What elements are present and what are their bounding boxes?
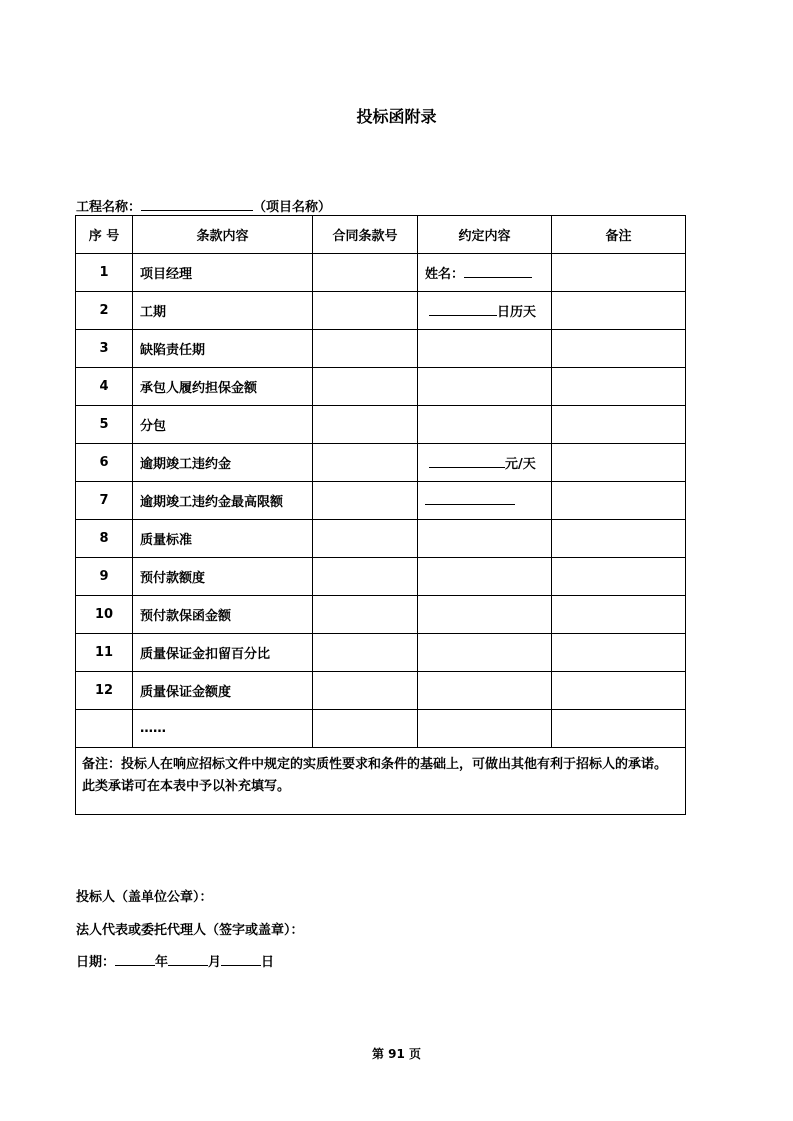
row-no: 7 (76, 482, 133, 520)
table-row (76, 406, 686, 444)
row-clause (313, 444, 418, 482)
header-no: 序 号 (76, 216, 133, 254)
table-row (76, 482, 686, 520)
table-row (76, 444, 686, 482)
row-remark (552, 710, 686, 748)
header-clause: 合同条款号 (313, 216, 418, 254)
row-agreed (418, 292, 552, 330)
row-clause (313, 368, 418, 406)
row-remark (552, 330, 686, 368)
row-agreed (418, 634, 552, 672)
row-remark (552, 596, 686, 634)
row-clause (313, 558, 418, 596)
row-agreed (418, 368, 552, 406)
bidder-seal-line: 投标人（盖单位公章）： (76, 890, 213, 905)
representative-signature-line: 法人代表或委托代理人（签字或盖章）： (76, 923, 304, 938)
row-remark (552, 520, 686, 558)
row-remark (552, 444, 686, 482)
year-label: 年 (155, 955, 169, 970)
table-row (76, 596, 686, 634)
row-no (76, 710, 133, 748)
fill-blank (425, 492, 515, 505)
table-note-row (76, 748, 686, 815)
row-agreed (418, 558, 552, 596)
table-row (76, 330, 686, 368)
agreed-suffix: 元/天 (505, 457, 536, 472)
row-no: 9 (76, 558, 133, 596)
row-content: 缺陷责任期 (133, 330, 313, 368)
row-content: 逾期竣工违约金最高限额 (133, 482, 313, 520)
document-title: 投标函附录 (356, 107, 437, 126)
row-remark (552, 482, 686, 520)
row-content: …… (133, 710, 313, 748)
table-row (76, 634, 686, 672)
row-no: 3 (76, 330, 133, 368)
row-remark (552, 254, 686, 292)
row-agreed (418, 444, 552, 482)
row-agreed (418, 254, 552, 292)
row-agreed (418, 330, 552, 368)
row-content: 质量标准 (133, 520, 313, 558)
table-note: 备注：投标人在响应招标文件中规定的实质性要求和条件的基础上，可做出其他有利于招标人的承诺。此类承诺可在本表中予以补充填写。 (76, 748, 686, 815)
row-clause (313, 254, 418, 292)
row-clause (313, 330, 418, 368)
agreed-prefix: 姓名： (425, 267, 465, 282)
date-line (76, 951, 274, 970)
row-remark (552, 406, 686, 444)
header-remark: 备注 (552, 216, 686, 254)
header-content: 条款内容 (133, 216, 313, 254)
day-label: 日 (261, 955, 275, 970)
row-content: 预付款保函金额 (133, 596, 313, 634)
row-content: 工期 (133, 292, 313, 330)
row-clause (313, 520, 418, 558)
fill-blank (429, 455, 505, 468)
table-row (76, 254, 686, 292)
row-remark (552, 368, 686, 406)
row-clause (313, 292, 418, 330)
row-no: 10 (76, 596, 133, 634)
row-content: 项目经理 (133, 254, 313, 292)
project-name-label: 工程名称： (76, 200, 142, 215)
row-no: 12 (76, 672, 133, 710)
month-blank (168, 953, 208, 966)
project-name-blank (141, 198, 253, 211)
row-clause (313, 596, 418, 634)
row-no: 5 (76, 406, 133, 444)
row-agreed (418, 406, 552, 444)
row-content: 质量保证金扣留百分比 (133, 634, 313, 672)
project-name-line (76, 196, 331, 215)
day-blank (221, 953, 261, 966)
row-no: 6 (76, 444, 133, 482)
table-row (76, 672, 686, 710)
month-label: 月 (208, 955, 222, 970)
row-clause (313, 482, 418, 520)
table-row (76, 292, 686, 330)
table-row (76, 368, 686, 406)
row-no: 1 (76, 254, 133, 292)
row-clause (313, 710, 418, 748)
table-row (76, 710, 686, 748)
row-content: 逾期竣工违约金 (133, 444, 313, 482)
row-agreed (418, 482, 552, 520)
row-content: 分包 (133, 406, 313, 444)
row-no: 4 (76, 368, 133, 406)
row-content: 预付款额度 (133, 558, 313, 596)
row-agreed (418, 596, 552, 634)
appendix-table (75, 215, 686, 815)
year-blank (115, 953, 155, 966)
row-no: 2 (76, 292, 133, 330)
row-remark (552, 672, 686, 710)
table-row (76, 558, 686, 596)
table-row (76, 520, 686, 558)
row-remark (552, 558, 686, 596)
date-label: 日期： (76, 955, 116, 970)
row-no: 8 (76, 520, 133, 558)
row-agreed (418, 520, 552, 558)
row-remark (552, 634, 686, 672)
row-agreed (418, 672, 552, 710)
row-agreed (418, 710, 552, 748)
row-remark (552, 292, 686, 330)
row-clause (313, 634, 418, 672)
table-header-row (76, 216, 686, 254)
row-clause (313, 406, 418, 444)
fill-blank (429, 303, 497, 316)
row-no: 11 (76, 634, 133, 672)
fill-blank (464, 265, 532, 278)
header-agreed: 约定内容 (418, 216, 552, 254)
agreed-suffix: 日历天 (497, 305, 537, 320)
page-number: 第 91 页 (371, 1047, 422, 1061)
row-content: 承包人履约担保金额 (133, 368, 313, 406)
project-name-suffix: （项目名称） (253, 200, 332, 215)
row-content: 质量保证金额度 (133, 672, 313, 710)
row-clause (313, 672, 418, 710)
